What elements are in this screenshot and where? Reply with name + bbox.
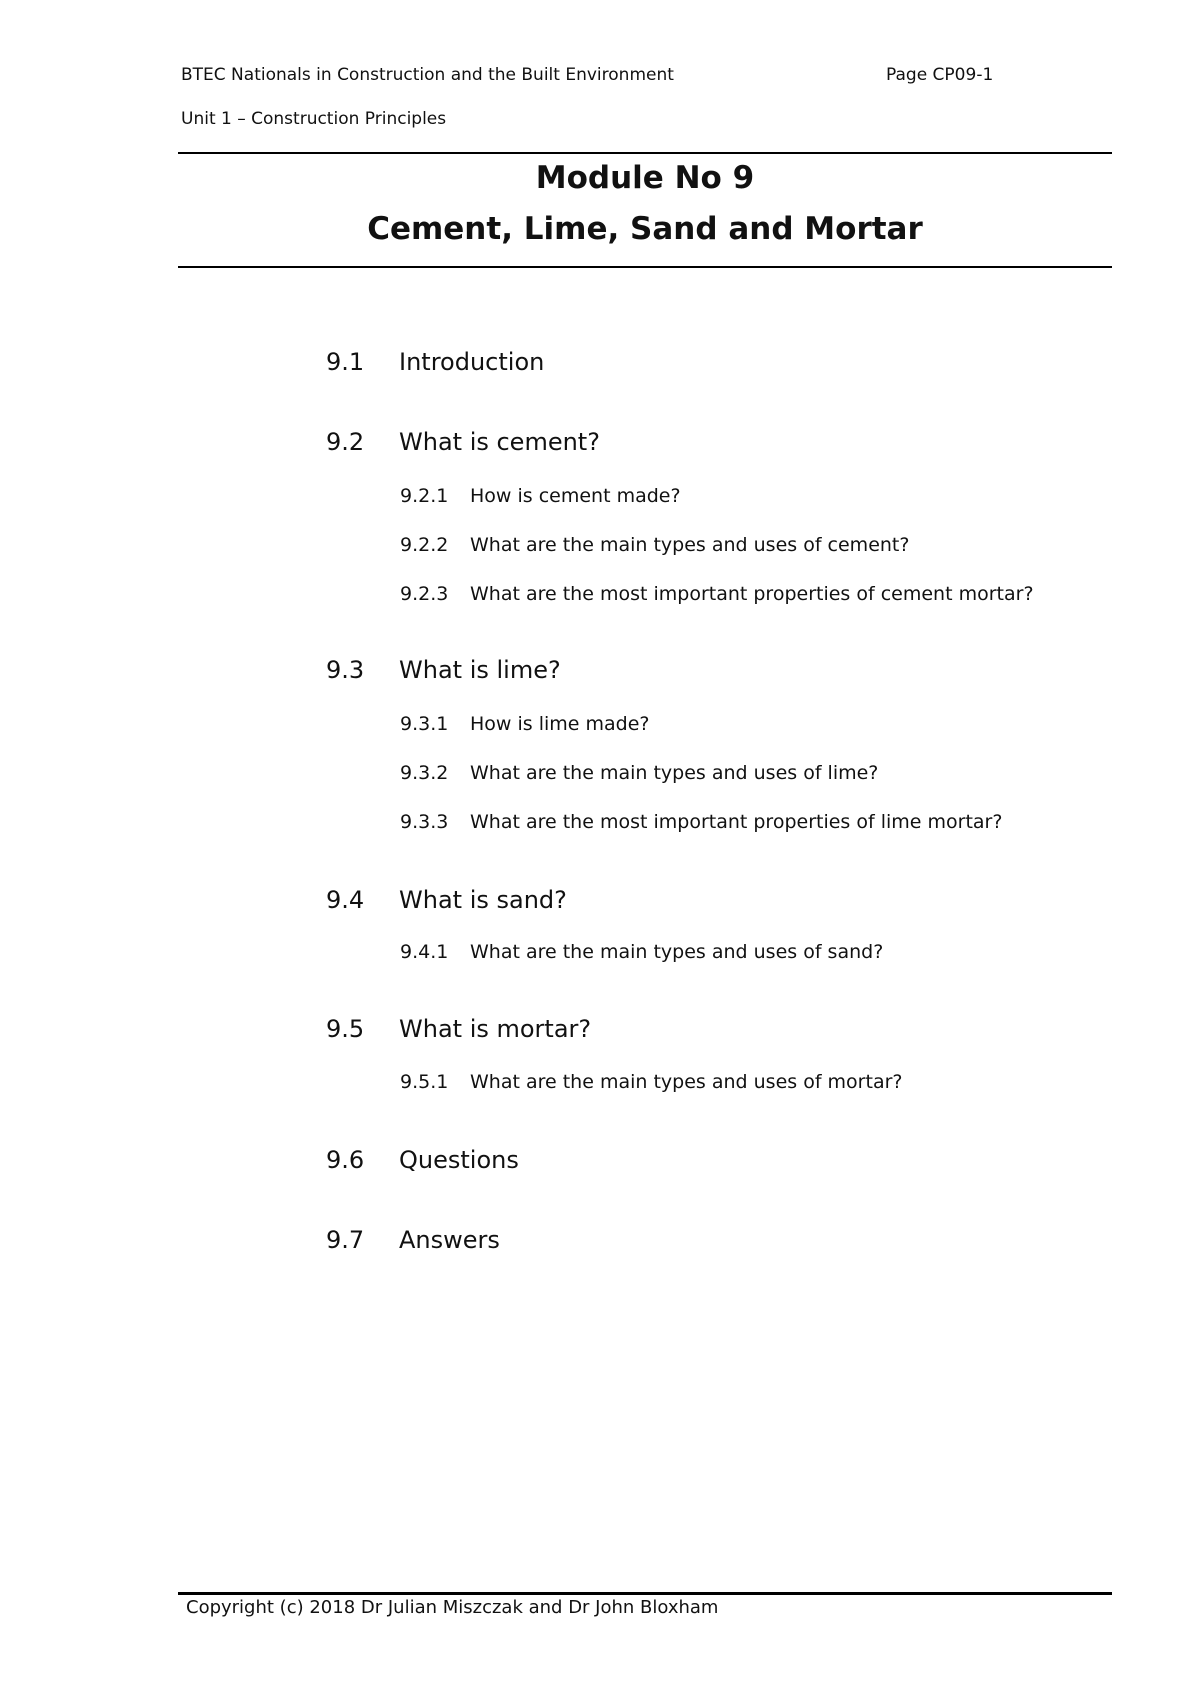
section-title: What is cement? [399, 428, 600, 456]
section-title: What is lime? [399, 656, 561, 684]
subsection-number: 9.5.1 [400, 1071, 449, 1093]
subsection-title: What are the main types and uses of mortar? [470, 1071, 903, 1093]
subsection-number: 9.2.1 [400, 485, 449, 507]
subsection-number: 9.3.1 [400, 713, 449, 735]
section-number: 9.3 [326, 656, 365, 684]
section-title: Answers [399, 1226, 500, 1254]
header-course: BTEC Nationals in Construction and the Built Environment [181, 65, 674, 85]
header-unit: Unit 1 – Construction Principles [181, 109, 447, 129]
subsection-title: What are the main types and uses of sand? [470, 941, 884, 963]
footer-divider [178, 1592, 1112, 1595]
section-title: What is mortar? [399, 1015, 592, 1043]
module-subject: Cement, Lime, Sand and Mortar [367, 211, 923, 247]
section-number: 9.1 [326, 348, 365, 376]
subsection-title: What are the main types and uses of cement? [470, 534, 910, 556]
subsection-title: How is cement made? [470, 485, 681, 507]
section-number: 9.7 [326, 1226, 365, 1254]
toc-subsection [400, 761, 878, 785]
toc-subsection [400, 940, 883, 964]
toc-section [326, 1014, 591, 1044]
subsection-number: 9.2.3 [400, 583, 449, 605]
toc-section [326, 347, 544, 377]
toc-section [326, 885, 567, 915]
footer-copyright: Copyright (c) 2018 Dr Julian Miszczak and Dr John Bloxham [186, 1597, 719, 1618]
section-number: 9.6 [326, 1146, 365, 1174]
subsection-title: What are the most important properties of cement mortar? [470, 583, 1034, 605]
toc-subsection [400, 582, 1034, 606]
subsection-title: How is lime made? [470, 713, 650, 735]
subsection-number: 9.3.3 [400, 811, 449, 833]
section-number: 9.4 [326, 886, 365, 914]
section-title: Questions [399, 1146, 519, 1174]
module-title: Module No 9 [535, 160, 755, 196]
subsection-title: What are the main types and uses of lime? [470, 762, 879, 784]
toc-section [326, 1225, 500, 1255]
section-number: 9.5 [326, 1015, 365, 1043]
section-number: 9.2 [326, 428, 365, 456]
section-title: What is sand? [399, 886, 567, 914]
subsection-number: 9.4.1 [400, 941, 449, 963]
header-page-number: Page CP09-1 [886, 65, 994, 85]
toc-section [326, 655, 561, 685]
toc-subsection [400, 533, 909, 557]
subsection-number: 9.2.2 [400, 534, 449, 556]
toc-section [326, 1145, 519, 1175]
subsection-title: What are the most important properties of lime mortar? [470, 811, 1003, 833]
toc-subsection [400, 1070, 902, 1094]
subsection-number: 9.3.2 [400, 762, 449, 784]
section-title: Introduction [399, 348, 545, 376]
toc-subsection [400, 712, 650, 736]
toc-section [326, 427, 600, 457]
toc-subsection [400, 810, 1002, 834]
toc-subsection [400, 484, 681, 508]
